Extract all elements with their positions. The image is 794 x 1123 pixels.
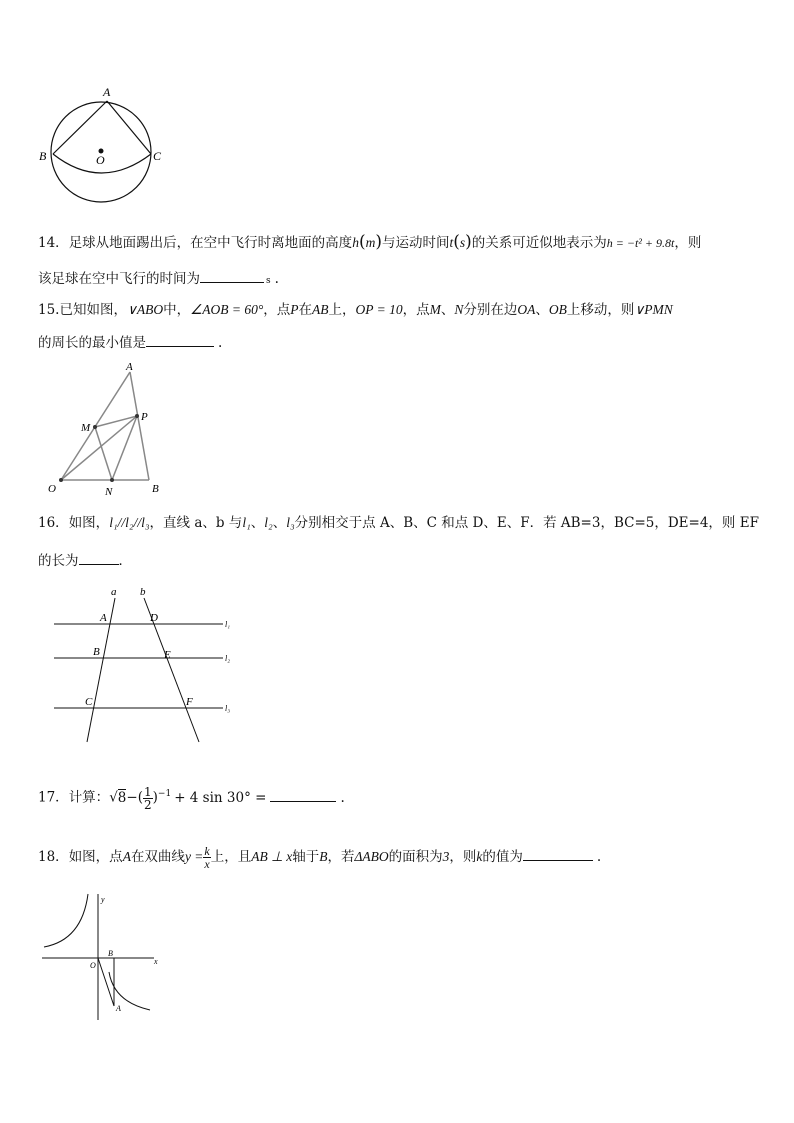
q17-exponent: −1 (157, 789, 172, 799)
fig15-point-m (93, 425, 97, 429)
fig18-hyperbola-diagram (38, 890, 168, 1028)
fig15-triangle-diagram (44, 360, 174, 500)
fig16-label-b-line: b (140, 586, 146, 598)
q15-text-e: 上， (328, 302, 356, 318)
fig16-label-l3: l₃ (225, 704, 231, 713)
q16-var-l1: l₁ (242, 515, 251, 530)
q18-frac-k: k (204, 844, 210, 858)
fig15-point-p (135, 414, 139, 418)
q14-text-b: 与运动时间 (381, 235, 450, 251)
q16-var-l3: l₃ (286, 515, 295, 530)
q18-text-d: 轴于 (292, 849, 320, 865)
q16-var-l2: l₂ (264, 515, 273, 530)
q15-text-h: 上移动，则 (566, 302, 635, 318)
fig15-point-n (110, 478, 114, 482)
q15-text-c: ，点 (263, 302, 291, 318)
fig13-label-o: O (96, 153, 105, 167)
q18-line (38, 843, 601, 871)
q17-sqrt-sign: √ (109, 789, 118, 806)
q17-close: ) (152, 789, 158, 806)
q16-number: 16． (38, 515, 69, 531)
q15-sep-2: 、 (535, 302, 549, 318)
fig16-label-e: E (164, 649, 171, 661)
fig13-label-b: B (39, 149, 47, 163)
fig16-label-d: D (150, 612, 158, 624)
q18-var-y: y = (184, 849, 204, 864)
q18-area: 3 (442, 849, 450, 864)
q16-text-a: 如图， (68, 515, 110, 531)
fig18-label-x: x (154, 957, 158, 966)
q16-text-b: ，直线 a、b 与 (149, 515, 243, 531)
fig15-seg-mn (95, 427, 112, 480)
q14-text-a: 足球从地面踢出后，在空中飞行时离地面的高度 (68, 235, 353, 251)
q16-text-c: 分别相交于点 A、B、C 和点 D、E、F．若 AB=3，BC=5，DE=4，则 EF (294, 515, 759, 531)
q15-var-pmn: ∨PMN (634, 302, 673, 317)
q16-line1: 16．如图，l₁//l₂//l₃，直线 a、b 与l₁、l₂、l₃分别相交于点 A、B、C 和点 D、E、F．若 AB=3，BC=5，DE=4，则 EF (38, 515, 759, 531)
q15-angle: ∠AOB = 60° (190, 302, 264, 317)
fig16-label-c: C (85, 696, 93, 708)
q18-text-c: 上，且 (210, 849, 252, 865)
fig18-label-b: B (108, 949, 113, 958)
fig16-parallel-lines-diagram (48, 584, 248, 746)
q14-number: 14． (38, 235, 69, 251)
q14-text-f: . (274, 271, 279, 287)
q15-sep-1: 、 (440, 302, 455, 318)
fig15-label-n: N (105, 486, 113, 498)
q16-text-d: 的长为 (38, 553, 79, 569)
fig15-point-o (59, 478, 63, 482)
q15-op: OP = 10 (355, 302, 403, 317)
q18-answer-blank[interactable] (523, 846, 593, 861)
q17-number: 17． (38, 789, 69, 806)
fig18-label-o: O (90, 961, 96, 970)
fig16-label-a-line: a (111, 586, 117, 598)
q18-end: . (596, 849, 602, 865)
q15-text-j: . (218, 335, 223, 351)
fig16-label-b: B (93, 646, 100, 658)
fig15-label-m: M (81, 422, 91, 434)
q18-var-a: A (122, 849, 131, 864)
q18-text-f: 的面积为 (388, 849, 443, 865)
q14-text-c: 的关系可近似地表示为 (471, 235, 607, 251)
q15-answer-blank[interactable] (146, 332, 214, 347)
fig16-label-l2: l₂ (225, 654, 231, 663)
q14-formula: h = −t² + 9.8t (606, 236, 675, 250)
fig13-label-a: A (103, 85, 111, 99)
q14-line1: 14．足球从地面踢出后，在空中飞行时离地面的高度h(m)与运动时间t(s)的关系可近似地表示为h = −t² + 9.8t，则 (38, 232, 702, 252)
q15-number: 15. (38, 302, 60, 318)
q17-fraction (143, 786, 153, 811)
q17-rest: + 4 sin 30° = (174, 789, 267, 806)
q17-end: . (340, 789, 345, 806)
q14-answer-blank[interactable] (200, 268, 264, 283)
q14-var-t: t (449, 235, 454, 250)
fig15-label-b: B (152, 483, 159, 495)
q15-line2 (38, 332, 222, 353)
q16-parallel: l₁//l₂//l₃ (109, 515, 150, 530)
q15-triangle: ∨ABO (126, 302, 164, 317)
fig18-label-y: y (101, 895, 105, 904)
q18-text-e: ，若 (327, 849, 355, 865)
q14-text-d: ，则 (674, 235, 702, 251)
q15-var-m: M (429, 302, 441, 317)
q16-line2 (38, 550, 132, 571)
fig18-branch-left (44, 894, 88, 947)
q18-fraction (203, 845, 210, 870)
q18-var-b: B (319, 849, 328, 864)
q18-text-g: ，则 (449, 849, 477, 865)
fig13-chord-ab (53, 101, 107, 154)
q15-text-f: ，点 (402, 302, 430, 318)
q18-var-ab: AB ⊥ x (251, 849, 293, 864)
q17-sqrt-value: 8 (117, 789, 127, 806)
q17-frac-num: 1 (143, 784, 152, 799)
fig16-label-f: F (186, 696, 193, 708)
fig15-label-p: P (141, 411, 148, 423)
q18-triangle: ΔABO (354, 849, 389, 864)
fig16-label-l1: l₁ (225, 620, 231, 629)
q15-text-i: 的周长的最小值是 (38, 335, 146, 351)
q18-text-h: 的值为 (482, 849, 523, 865)
q18-frac-x: x (204, 857, 210, 871)
fig15-label-o: O (48, 483, 56, 495)
q15-text-b: 中， (163, 302, 191, 318)
q18-number: 18． (38, 849, 69, 865)
q14-var-s: s (459, 235, 466, 250)
q15-text-d: 在 (298, 302, 312, 318)
q15-text-a: 已知如图， (59, 302, 127, 318)
q15-var-oa: OA (517, 302, 536, 317)
q17-answer-blank[interactable] (270, 787, 336, 802)
q15-text-g: 分别在边 (463, 302, 518, 318)
q16-text-e: ． (118, 553, 132, 569)
q14-var-m: m (365, 235, 376, 250)
q15-line1 (38, 300, 673, 320)
q18-text-a: 如图，点 (68, 849, 123, 865)
q17-minus: −( (126, 789, 143, 806)
q14-var-h: h (352, 235, 359, 250)
q17-line (38, 782, 345, 811)
fig16-label-a: A (100, 612, 107, 624)
q15-var-p: P (290, 302, 299, 317)
fig13-circle-diagram (36, 84, 171, 214)
q14-line2 (38, 268, 279, 291)
q18-var-k: k (476, 849, 483, 864)
q15-var-ob: OB (548, 302, 567, 317)
q17-prefix: 计算： (68, 789, 110, 806)
fig13-label-c: C (153, 149, 162, 163)
fig15-label-a: A (126, 361, 133, 373)
q14-text-e: 该足球在空中飞行的时间为 (38, 271, 200, 287)
q16-answer-blank[interactable] (79, 550, 119, 565)
q18-text-b: 在双曲线 (130, 849, 185, 865)
q17-frac-den: 2 (143, 797, 152, 812)
q15-var-ab: AB (311, 302, 329, 317)
fig18-label-a: A (116, 1004, 121, 1013)
q15-var-n: N (454, 302, 464, 317)
q14-unit: s (266, 276, 271, 286)
